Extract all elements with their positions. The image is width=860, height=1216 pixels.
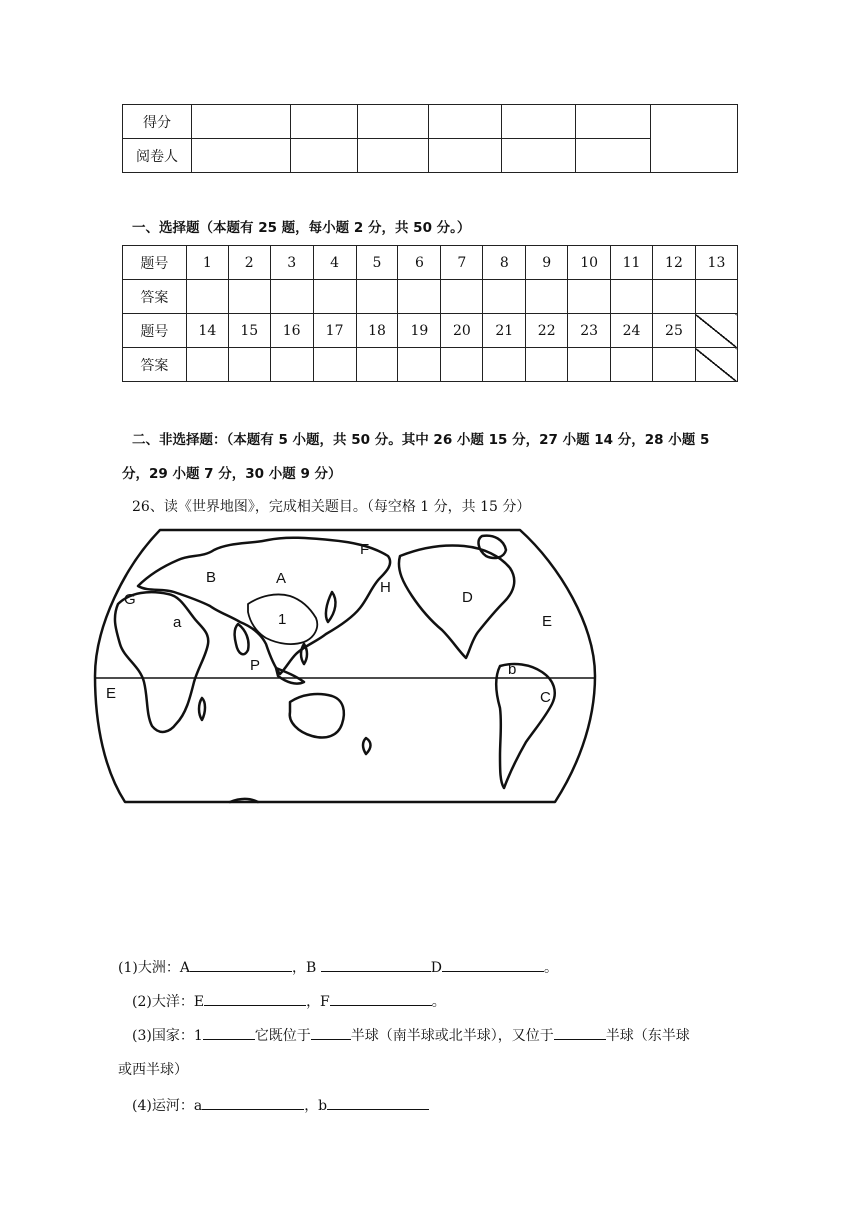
answer-table <box>122 245 738 382</box>
question-number-cell: 6 <box>398 246 441 280</box>
section2-heading-line2: 分，29 小题 7 分，30 小题 9 分） <box>122 466 342 482</box>
question-number-cell: 4 <box>313 246 356 280</box>
japan-outline <box>326 592 336 622</box>
blank-canal-b[interactable] <box>327 1095 429 1110</box>
q3-mid3: 半球（东半球 <box>605 1028 690 1044</box>
question-2 <box>132 991 446 1011</box>
blank-ocean-e[interactable] <box>204 991 306 1006</box>
map-border <box>95 530 595 802</box>
blank-continent-a[interactable] <box>190 957 292 972</box>
question-number-cell: 14 <box>186 314 228 348</box>
answer-cell[interactable] <box>313 348 356 382</box>
question-number-cell: 5 <box>356 246 398 280</box>
q1-prefix: (1)大洲：A <box>118 960 190 976</box>
answer-cell[interactable] <box>611 348 653 382</box>
blank-continent-b[interactable] <box>321 957 431 972</box>
india-outline <box>235 624 249 654</box>
question-1 <box>118 957 558 977</box>
question-3 <box>132 1025 690 1045</box>
eurasia-outline <box>138 538 390 674</box>
grader-cell[interactable] <box>191 139 290 173</box>
number-row-2 <box>123 314 738 348</box>
grader-cell[interactable] <box>576 139 651 173</box>
map-label-1: 1 <box>278 611 287 628</box>
map-label-D: D <box>462 589 473 606</box>
answer-cell[interactable] <box>568 348 611 382</box>
madagascar-outline <box>199 698 205 720</box>
q1-d-label: D <box>430 960 442 976</box>
map-label-P: P <box>250 657 261 674</box>
question-4 <box>132 1095 429 1115</box>
answer-cell[interactable] <box>526 280 568 314</box>
world-map <box>90 526 600 806</box>
score-cell[interactable] <box>429 105 502 139</box>
question-number-cell: 23 <box>568 314 611 348</box>
answer-cell[interactable] <box>313 280 356 314</box>
answer-cell[interactable] <box>611 280 653 314</box>
question-number-cell: 17 <box>313 314 356 348</box>
answer-cell[interactable] <box>356 348 398 382</box>
map-label-a: a <box>173 614 182 631</box>
total-score-cell[interactable] <box>651 105 738 173</box>
question-number-cell: 1 <box>186 246 228 280</box>
blank-hemisphere-ns[interactable] <box>311 1025 351 1040</box>
blank-country-1[interactable] <box>203 1025 255 1040</box>
answer-cell[interactable] <box>270 280 313 314</box>
answer-cell[interactable] <box>186 348 228 382</box>
question-number-cell: 25 <box>653 314 696 348</box>
question-number-cell: 2 <box>228 246 270 280</box>
section2-heading-line1: 二、非选择题：（本题有 5 小题，共 50 分。其中 26 小题 15 分，27 小题 14 分，28 小题 5 <box>132 432 710 448</box>
q2-f-label: ，F <box>306 994 330 1010</box>
answer-row-1 <box>123 280 738 314</box>
north-america-outline <box>399 545 514 658</box>
answer-cell[interactable] <box>483 348 526 382</box>
answer-cell[interactable] <box>568 280 611 314</box>
question-number-cell: 9 <box>526 246 568 280</box>
q4-prefix: (4)运河：a <box>132 1098 203 1114</box>
question-number-cell: 22 <box>526 314 568 348</box>
question-number-cell: 7 <box>441 246 483 280</box>
question-number-cell: 3 <box>270 246 313 280</box>
question-26-title: 26、读《世界地图》，完成相关题目。（每空格 1 分，共 15 分） <box>132 499 531 515</box>
question-number-cell: 10 <box>568 246 611 280</box>
number-row-1 <box>123 246 738 280</box>
score-cell[interactable] <box>290 105 357 139</box>
blank-hemisphere-ew[interactable] <box>554 1025 606 1040</box>
answer-cell[interactable] <box>270 348 313 382</box>
grader-label: 阅卷人 <box>123 139 192 173</box>
row-label-answer: 答案 <box>123 348 187 382</box>
section1-heading: 一、选择题（本题有 25 题，每小题 2 分，共 50 分。） <box>132 220 471 236</box>
south-america-outline <box>496 664 555 788</box>
answer-cell[interactable] <box>398 348 441 382</box>
blank-ocean-f[interactable] <box>330 991 432 1006</box>
row-label-number: 题号 <box>123 246 187 280</box>
question-number-cell: 24 <box>611 314 653 348</box>
answer-cell[interactable] <box>441 348 483 382</box>
answer-cell[interactable] <box>695 280 737 314</box>
question-number-cell: 16 <box>270 314 313 348</box>
map-label-G: G <box>124 591 136 608</box>
q2-end: 。 <box>431 994 446 1010</box>
question-number-cell: 21 <box>483 314 526 348</box>
score-table <box>122 104 738 173</box>
grader-cell[interactable] <box>429 139 502 173</box>
question-number-cell: 20 <box>441 314 483 348</box>
score-cell[interactable] <box>502 105 576 139</box>
answer-cell[interactable] <box>653 280 696 314</box>
question-3-line2: 或西半球） <box>118 1062 188 1078</box>
answer-cell[interactable] <box>526 348 568 382</box>
new-zealand-outline <box>363 738 371 754</box>
score-cell[interactable] <box>191 105 290 139</box>
map-label-C: C <box>540 689 551 706</box>
q2-prefix: (2)大洋：E <box>132 994 205 1010</box>
answer-cell[interactable] <box>356 280 398 314</box>
map-label-H: H <box>380 579 391 596</box>
question-number-cell: 18 <box>356 314 398 348</box>
answer-row-2 <box>123 348 738 382</box>
grader-cell[interactable] <box>502 139 576 173</box>
score-label: 得分 <box>123 105 192 139</box>
answer-cell[interactable] <box>228 348 270 382</box>
q4-b-label: ，b <box>304 1098 328 1114</box>
grader-cell[interactable] <box>290 139 357 173</box>
answer-cell[interactable] <box>228 280 270 314</box>
question-number-cell: 11 <box>611 246 653 280</box>
crossed-cell <box>695 348 737 382</box>
q1-b-label: ，B <box>291 960 321 976</box>
question-number-cell: 19 <box>398 314 441 348</box>
map-label-E-left: E <box>106 685 117 702</box>
crossed-cell <box>695 314 737 348</box>
map-label-A: A <box>276 570 287 587</box>
map-label-F: F <box>360 541 370 558</box>
answer-cell[interactable] <box>186 280 228 314</box>
question-number-cell: 15 <box>228 314 270 348</box>
answer-cell[interactable] <box>441 280 483 314</box>
q1-end: 。 <box>543 960 558 976</box>
q3-mid1: 它既位于 <box>254 1028 311 1044</box>
map-label-B: B <box>206 569 217 586</box>
answer-cell[interactable] <box>653 348 696 382</box>
answer-cell[interactable] <box>483 280 526 314</box>
q3-mid2: 半球（南半球或北半球），又位于 <box>350 1028 554 1044</box>
blank-continent-d[interactable] <box>442 957 544 972</box>
row-label-number: 题号 <box>123 314 187 348</box>
map-label-b: b <box>508 661 517 678</box>
score-cell[interactable] <box>357 105 429 139</box>
score-cell[interactable] <box>576 105 651 139</box>
question-number-cell: 12 <box>653 246 696 280</box>
map-label-E-right: E <box>542 613 553 630</box>
grader-cell[interactable] <box>357 139 429 173</box>
africa-outline <box>115 592 208 732</box>
indonesia-outline <box>276 668 304 684</box>
blank-canal-a[interactable] <box>202 1095 304 1110</box>
question-number-cell: 8 <box>483 246 526 280</box>
australia-outline <box>290 694 344 738</box>
row-label-answer: 答案 <box>123 280 187 314</box>
answer-cell[interactable] <box>398 280 441 314</box>
question-number-cell: 13 <box>695 246 737 280</box>
q3-prefix: (3)国家：1 <box>132 1028 203 1044</box>
